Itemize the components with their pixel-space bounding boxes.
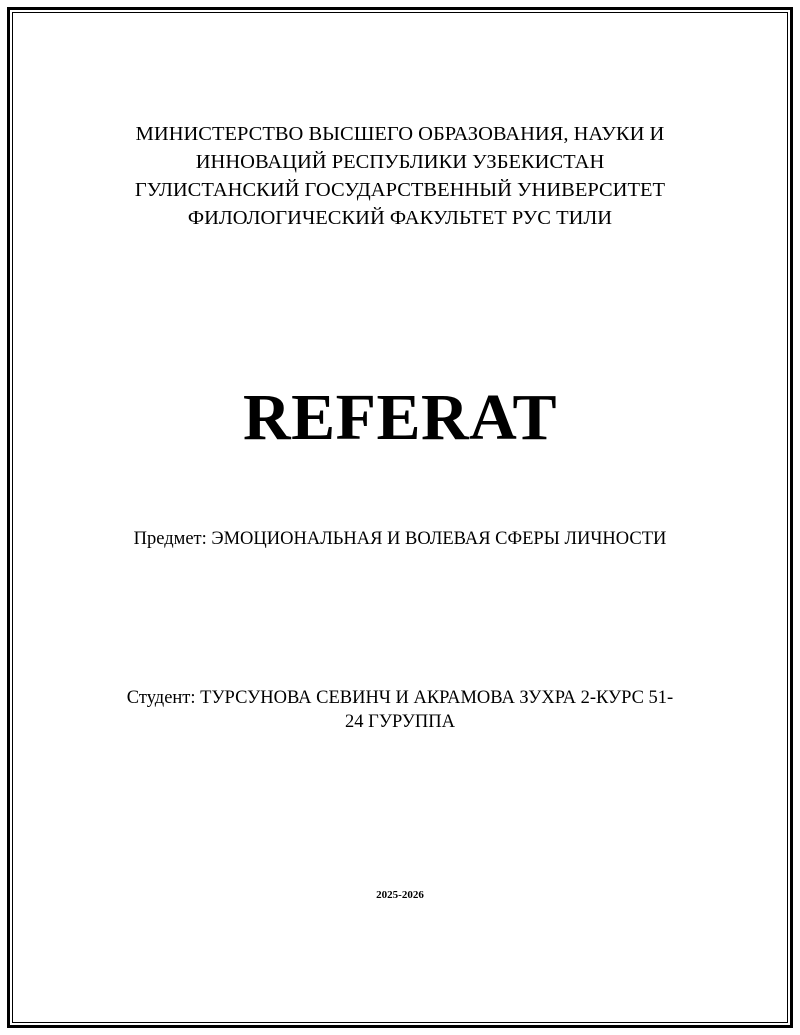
subject-line: Предмет: ЭМОЦИОНАЛЬНАЯ И ВОЛЕВАЯ СФЕРЫ ЛИЧНОСТИ bbox=[133, 529, 667, 549]
academic-years: 2025-2026 bbox=[376, 889, 424, 901]
header-line-university: ГУЛИСТАНСКИЙ ГОСУДАРСТВЕННЫЙ УНИВЕРСИТЕТ bbox=[134, 179, 666, 201]
header-line-ministry: МИНИСТЕРСТВО ВЫСШЕГО ОБРАЗОВАНИЯ, НАУКИ И bbox=[135, 123, 665, 145]
header-line-ministry-continued: ИННОВАЦИЙ РЕСПУБЛИКИ УЗБЕКИСТАН bbox=[195, 151, 605, 173]
student-info bbox=[0, 686, 800, 734]
header-line-faculty: ФИЛОЛОГИЧЕСКИЙ ФАКУЛЬТЕТ РУС ТИЛИ bbox=[187, 207, 613, 229]
student-line-names: Студент: ТУРСУНОВА СЕВИНЧ И АКРАМОВА ЗУХРА 2-КУРС 51- bbox=[126, 688, 674, 708]
document-title: REFERAT bbox=[243, 381, 557, 454]
student-line-group: 24 ГУРУППА bbox=[345, 712, 455, 732]
institution-header bbox=[0, 120, 800, 232]
